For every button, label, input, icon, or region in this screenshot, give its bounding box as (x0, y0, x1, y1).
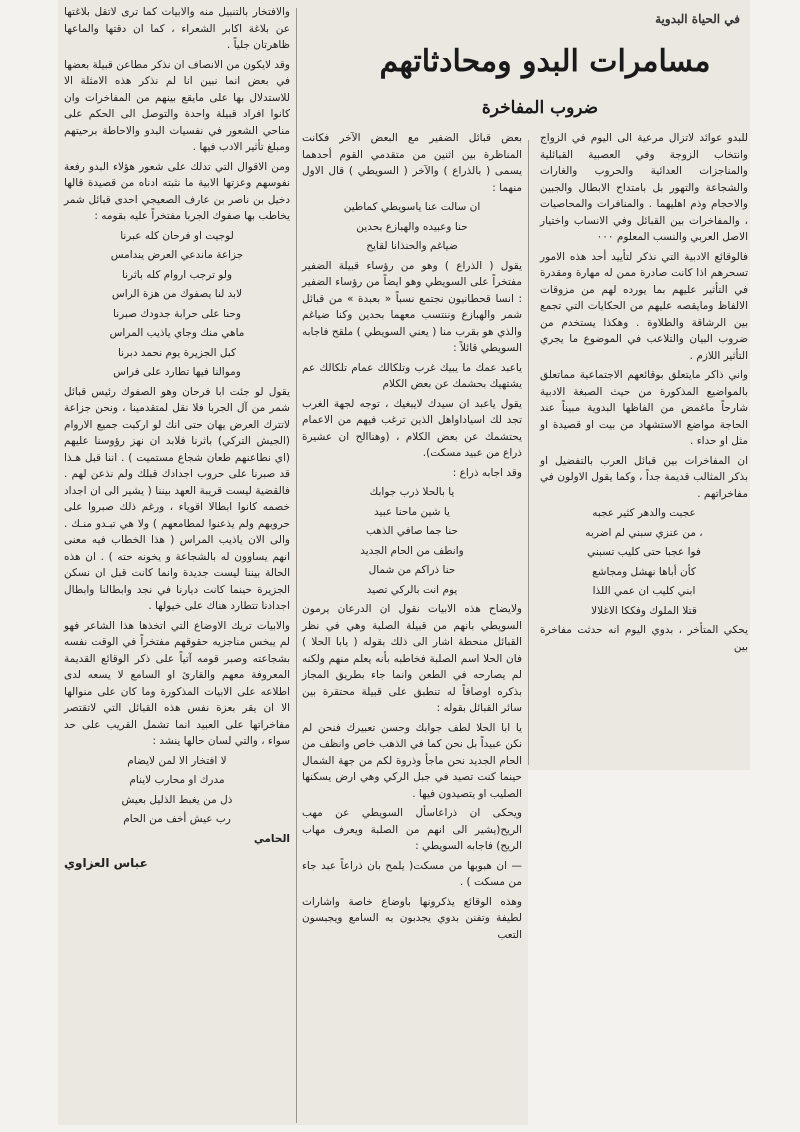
article-title: مسامرات البدو ومحادثاتهم (379, 44, 711, 79)
paragraph: ياعبد عمك ما يبيك غرب وتلكالك عمام تلكالك عم يشتهيك بحشمك عن بعض الكلام (302, 361, 522, 390)
poem-verse: وانطف من الحام الجديد (360, 544, 464, 557)
poem-verse: ان سالت عنا ياسويطي كماطين (343, 201, 481, 213)
poem-verse: فوا عجبا حتى كليب تسبني (587, 546, 701, 558)
paragraph: واني ذاكر مايتعلق بوقائعهم الاجتماعية مماتعلق بالمواضيع المذكورة من حيث الصبغة الادبية شارحاً ماغمض من الفاظها البدوية مبيناً عند الحاجة مواضع الاستشهاد من بيت او قصيدة او مثل او حداء . (540, 369, 748, 447)
poem-verse: ذل من يغبط الذليل بعيش (121, 793, 233, 806)
poem-verse: ماهي منك وجاي ياذيب المراس (109, 327, 245, 339)
poem-verse: ضياغم والحنذانا لقايح (366, 240, 458, 252)
column-middle (302, 130, 522, 1122)
paragraph: وقد اجابه ذراع : (452, 466, 522, 479)
poem-verse: حنا جما صافي الذهب (366, 525, 458, 537)
paragraph: والافتخار بالتنبيل منه والابيات كما ترى لاتقل بلاغتها عن بلاغة اكابر الشعراء ، كما ان دقتها والماعها ظاهرتان جلياً . (64, 6, 290, 51)
column-divider-left (296, 8, 297, 1123)
poem-verse: لوجيت او فرحان كله عبرنا (120, 229, 234, 242)
paragraph: يقول ياعبد ان سيدك لايبغيك ، توجه لجهة الغرب تجد لك اسياداواهل الذين ترغب فيهم من الاعمام يحتشمك عن بعض الكلام ، (وهناالح ان عشيرة ذراع من عبيد مسكت). (302, 397, 522, 459)
paragraph: بعض قبائل الضفير مع البعض الآخر فكانت المناظرة بين اثنين من متقدمي القوم أحدهما يسمى ( بالذراع ) والآخر ( السويطي ) قال الاول منهما : (302, 132, 522, 194)
poem-verse: وحنا على حرابة جدودك صبرنا (113, 307, 241, 320)
paragraph: ولايضاح هذه الابيات نقول ان الدرعان يرمون السويطي بانهم من قبيلة الصلبة وهي في نظر القبائل منحطة اشار الى ذلك بقوله ( يابا الحلا ) فان الحلا اسم الصلبة فخاطبه بأنه يعلم منهم ولكنه لم يصارحه في الطعن وانما جاء بطريق المجاز بذكره اوصافاً له تنطبق على قبيلة محتقرة بين سائر القبائل بقوله : (302, 603, 522, 714)
paragraph: فالوقائع الادبية التي نذكر لتأييد أحد هذه الامور تسحرهم اذا كانت صادرة ممن له مهارة ومقدرة في التأثير عليهم بما يورده لهم من مزوقات الالفاظ ومايقصه عليهم من الحكايات التي تجمع بين الرشاقة والطلاوة . وهكذا يستخدم من ضروب البيان والتلاعب في الموضوع ما يجري التأثير اللازم . (540, 250, 748, 362)
poem-verse: كأن أباها نهشل ومجاشع (592, 565, 696, 578)
poem-verse: مدرك او محارب لاينام (129, 774, 225, 786)
poem-verse: يوم انت بالركي تصيد (366, 583, 458, 596)
paragraph: ومن الاقوال التي تدلك على شعور هؤلاء البدو رفعة نفوسهم وعزتها الابية ما نثبته ادناه من قصيدة قالها دخيل بن ناصر بن عارف الصعيجي احدى قبائل شمر يخاطب بها صفوك الجربا مفتخراً عليه بقومه : (64, 160, 290, 222)
paragraph: ويحكى ان ذراعاسأل السويطي عن مهب الريح(يشير الى انهم من الصلبة ويعرف مهاب الريح) فاجابه السويطي : (302, 807, 522, 852)
paragraph: — ان هبوبها من مسكت( يلمح بان ذراعاً عبد جاء من مسكت ) . (302, 859, 522, 888)
poem-verse: حنا وعبيده والهبازع بحدين (356, 220, 468, 233)
poem-verse: ، من عنزي سبني لم اضربه (585, 526, 703, 539)
paragraph: والابيات تريك الاوضاع التي اتخذها هذا الشاعر فهو لم يبخس مناجزيه حقوقهم مفتخراً في الوقت نفسه بشجاعته وصبر قومه آتياً على ذكر الوقائع القديمة المعروفة معهم والقارئ او السامع لا يسعه لدى اطلاعه على الابيات المذكورة وما كان على منوالها الا ان يقر بعزة نفس هذه القبائل التي لاتقتصر مفاخراتها على العبيد انما تشمل القريب على حد سواء ، والتي لسان حالها ينشد : (64, 619, 290, 747)
poem-verse: ولو ترجب اروام كله باثرنا (121, 268, 233, 281)
paragraph: ان المفاخرات بين قبائل العرب بالتفضيل او بذكر المثالب قديمة جداً ، وكما يقول الاولون في مفاخراتهم . (540, 454, 748, 500)
poem-verse: عجبت والدهر كثير عجبه (592, 507, 696, 519)
author-signature: عباس العزاوي (64, 856, 148, 870)
column-left (64, 4, 290, 1122)
poem-verse: رب عيش أخف من الحام (123, 813, 231, 825)
poem-verse: جزاعة ماندعي العرض يندامس (110, 249, 244, 261)
article-subtitle: ضروب المفاخرة (481, 98, 599, 118)
poem-verse: حنا ذراكم من شمال (368, 564, 456, 576)
paragraph: وهذه الوقائع يذكرونها باوضاع خاصة واشارات لطيفة وتفنن بدوي يجدبون به السامع ويجبسون التعب (302, 895, 522, 941)
poem-verse: كبل الجزيرة يوم نحمد دبرنا (117, 346, 237, 359)
paragraph: يا ابا الحلا لطف جوابك وحسن تعبيرك فنحن لم نكن عبيداً بل نحن كما في الذهب خاص وانظف من الحام الجديد نحن ماجأ وذروة لكم من جهة الشمال حينما كنت تصيد في جبل الركي وهي ارض يسكنها الصليب او يتصيدون فيها . (302, 721, 522, 800)
poem-verse: قتلا الملوك وفككا الاغلالا (591, 604, 697, 617)
column-right (540, 130, 748, 770)
signature-note: الحامي (253, 832, 290, 845)
poem-verse: وموالنا فيها تطارد على فراس (113, 366, 241, 378)
paragraph: للبدو عوائد لاتزال مرعية الى اليوم في الزواج وانتخاب الزوجة وفي العصبية القبائلية والمناجزات العدائية والحروب والغارات والشجاعة والتهور بل بامتداح الابطال والجبين والاحجام وذم اهليهما . والمنافرات والمحاصيات ، والمفاخرات بين القبائل وفي الانساب واختيار الاصل العربي والنسب المعلوم ٠٠٠ (540, 132, 748, 243)
paragraph: وقد لايكون من الانصاف ان نذكر مطاعن قبيلة بعضها في بعض انما نبين انا لم نذكر هذه الامثلة الا للاستدلال بها على مايقع بينهم من المفاخرات وان كانوا افراد قبيلة واحدة والتوصل الى الحكم على مناحي الشعور في نفسيات البدو والاحاطة برحيتهم ومبلغ تأثير الادب فيها . (64, 58, 290, 153)
poem-verse: يا بالحلا ذرب جوابك (369, 486, 455, 498)
column-divider-right (528, 140, 529, 765)
poem-verse: لا افتخار الا لمن لايضام (127, 754, 227, 767)
paragraph: يقول لو جئت ابا فرحان وهو الصفوك رئيس قبائل شمر من آل الجربا فلا نقل لمتقدمينا ، ونحن جزاعة لاتترك العرض يهان حتى انك لو اركبت جميع الاروام (الجيش التركي) باثرنا فلابد ان نهز رؤوسنا عليهم (اي نطاعنهم طعان شجاع مستميت ) . اننا قبل هـذا قد صبرنا على حروب اجدادك قبلك ولم نذعن لهم . فالقضية ليست قريبة العهد بيننا ( يشير الى ان اجداد خصمه كانوا ابطالا اقوياء ، ورغم ذلك صبروا على حروبهم ولم يذعنوا لمطامعهم ) ولا هي تبـدو منـك . والى الان ياذيب المراس ( هذا الخطاب فيه معنى انهم يساوون له بالشجاعة و يخونه حته ) . ان هذه الحالة بيننا ليست جديدة وانما كانت قبل ان نسكن الجزيرة حينما كانت ديارنا في نجد وابطالنا وابطال اجدادنا تتطارد هناك على خيولها . (64, 385, 290, 612)
poem-verse: ابني كليب ان عمي اللذا (592, 585, 696, 597)
section-tag: في الحياة البدوية (655, 12, 740, 26)
poem-verse: لابد لنا يصفوك من هزة الراس (111, 288, 243, 300)
paragraph: يحكي المتأخر ، بدوي اليوم انه حدثت مفاخرة بين (540, 624, 748, 653)
poem-verse: يا شين ماحنا عبيد (374, 505, 450, 518)
paragraph: يقول ( الذراع ) وهو من رؤساء قبيلة الضفير مفتخراً على السويطي وهو ايضاً من رؤساء الضفير : انسا قحطانيون نجتمع نسباً « بعبدة » من قبائل شمر والهبازع وننتسب معهما بحدين وكنا ضياغم والذي هو بقرب منا ( يعني السويطي ) ملقح فاجابه السويطي قائلاً : (302, 259, 522, 354)
